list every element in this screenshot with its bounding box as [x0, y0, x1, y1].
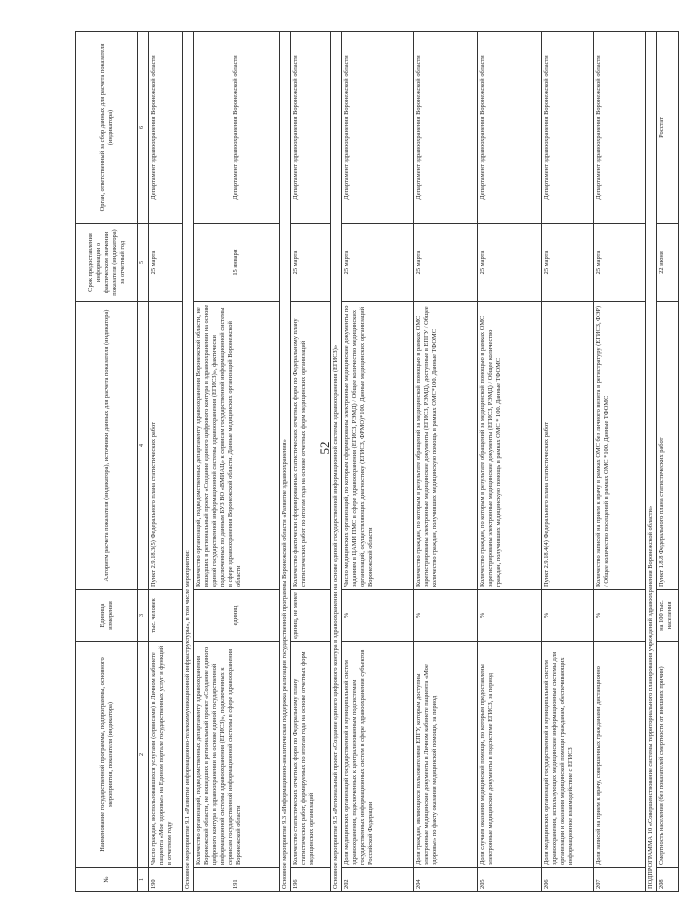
table-row [477, 32, 541, 892]
section-row [182, 32, 193, 892]
row-deadline: 15 января [193, 224, 279, 302]
row-responsible: Департамент здравоохранения Воронежской области [541, 32, 593, 224]
row-responsible: Департамент здравоохранения Воронежской области [193, 32, 279, 224]
row-unit: % [593, 590, 645, 642]
row-deadline: 25 марта [541, 224, 593, 302]
row-name: Смертность населения (без показателей смертности от внешних причин) [656, 642, 678, 868]
table-row [193, 32, 279, 892]
row-number: 190 [148, 868, 182, 892]
row-unit: единиц [193, 590, 279, 642]
row-unit: единиц, не менее [290, 590, 330, 642]
row-number: 205 [477, 868, 541, 892]
row-number: 206 [541, 868, 593, 892]
row-name: Доля медицинских организаций государственной и муниципальной систем здравоохранения, использующих медицинские информационные системы для организации и оказания медицинской помощи гражданам, обеспечивающих информационное взаимодействие с ЕГИСЗ [541, 642, 593, 868]
row-responsible: Росстат [656, 32, 678, 224]
row-name: Доля записей на прием к врачу, совершенных гражданами дистанционно [593, 642, 645, 868]
rotated-table-container [75, 32, 673, 892]
row-responsible: Департамент здравоохранения Воронежской области [413, 32, 477, 224]
row-name: Доля медицинских организаций государственной и муниципальной систем здравоохранения, подключенных к централизованным подсистемам государственных информационных систем в сфере здравоохранения субъектов Российской Федерации [341, 642, 413, 868]
table-row [290, 32, 330, 892]
header-algorithm: Алгоритм расчета показателя (индикатора), источники данных для расчета показателя (индикатора) [76, 302, 138, 590]
row-number: 207 [593, 868, 645, 892]
section-title: ПОДПРОГРАММА 10 «Совершенствование системы территориального планирования учреждений здравоохранения Воронежской области» [645, 32, 656, 892]
row-responsible: Департамент здравоохранения Воронежской области [148, 32, 182, 224]
row-number: 196 [290, 868, 330, 892]
row-algorithm: Количество граждан, по которым в результате обращений за медицинской помощью в рамках ОМС зарегистрированы электронные медицинские документы (ЕГИСЗ, РЭМД), доступные в ЕПГУ / Общее количество граждан, получивших медицинскую помощь в рамках ОМС*100. Данные ТФОМС [413, 302, 477, 590]
row-unit: % [413, 590, 477, 642]
col-number: 5 [138, 224, 149, 302]
table-row [593, 32, 645, 892]
row-responsible: Департамент здравоохранения Воронежской области [290, 32, 330, 224]
row-number: 202 [341, 868, 413, 892]
header-deadline: Срок предоставления информации о фактическом значении показателя (индикатора) за отчетный год [76, 224, 138, 302]
row-unit: тыс. человек [148, 590, 182, 642]
row-number: 204 [413, 868, 477, 892]
row-algorithm: Пункт 1.8.8 Федерального плана статистических работ [656, 302, 678, 590]
table-header-row [76, 32, 138, 892]
row-deadline: 25 марта [477, 224, 541, 302]
table-row [413, 32, 477, 892]
row-algorithm: Пункт 2.9.18.3(5) Федерального плана статистических работ [148, 302, 182, 590]
section-title: Основное мероприятие 9.1 «Развитие информационно-телекоммуникационной инфраструктуры», в том числе мероприятия: [182, 32, 193, 892]
row-deadline: 25 марта [413, 224, 477, 302]
header-responsible: Орган, ответственный за сбор данных для расчета показателя (индикатора) [76, 32, 138, 224]
section-title: Основное мероприятие 9.3 «Информационно-аналитическая поддержка реализации государственной программы Воронежской области «Развитие здравоохранения» [279, 32, 290, 892]
section-row [330, 32, 341, 892]
section-row [279, 32, 290, 892]
row-algorithm: Пункт 2.9.18.4(4) Федерального плана статистических работ [541, 302, 593, 590]
row-name: Доля случаев оказания медицинской помощи, по которым предоставлены электронные медицинские документы в подсистеме ЕГИСЗ, за период [477, 642, 541, 868]
row-deadline: 22 июня [656, 224, 678, 302]
table-row [148, 32, 182, 892]
indicators-table [75, 31, 679, 892]
row-unit: на 100 тыс. населения [656, 590, 678, 642]
row-algorithm: Количество фактически сформированных статистических отчетных форм по Федеральному плану статистических работ по итогам года на основе отчетных форм медицинских организаций [290, 302, 330, 590]
table-row [656, 32, 678, 892]
header-number: № [76, 868, 138, 892]
row-number: 191 [193, 868, 279, 892]
row-number: 208 [656, 868, 678, 892]
row-responsible: Департамент здравоохранения Воронежской области [477, 32, 541, 224]
table-row [541, 32, 593, 892]
row-algorithm: Количество граждан, по которым в результате обращений за медицинской помощью в рамках ОМС зарегистрированы электронные медицинские документы (ЕГИСЗ, РЭМД) / Общее количество граждан, получивших медицинскую помощь в рамках ОМС * 100. Данные ТФОМС [477, 302, 541, 590]
col-number: 2 [138, 642, 149, 868]
row-deadline: 25 марта [593, 224, 645, 302]
row-deadline: 25 марта [341, 224, 413, 302]
row-deadline: 25 марта [148, 224, 182, 302]
col-number: 4 [138, 302, 149, 590]
col-number: 6 [138, 32, 149, 224]
row-name: Количество статистических отчетных форм по Федеральному плану статистических работ, формируемых по итогам года на основе отчетных форм медицинских организаций [290, 642, 330, 868]
row-name: Доля граждан, являющихся пользователями ЕПГУ, которым доступны электронные медицинские документы в Личном кабинете пациента «Мое здоровье» по факту оказания медицинской помощи, за период [413, 642, 477, 868]
row-algorithm: Количество записей на прием к врачу в рамках ОМС без личного визита в регистратуру (ЕГИСЗ, ФЭР) / Общее количество посещений в рамках ОМС *100. Данные ТФОМС [593, 302, 645, 590]
row-unit: % [477, 590, 541, 642]
row-deadline: 25 марта [290, 224, 330, 302]
section-title: Основное мероприятие 9.5 «Региональный проект «Создание единого цифрового контура в здравоохранении на основе единой государственной информационной системы здравоохранения (ЕГИСЗ)» [330, 32, 341, 892]
row-responsible: Департамент здравоохранения Воронежской области [593, 32, 645, 224]
row-name: Количество организаций, подведомственных департаменту здравоохранения Воронежской области, не вошедших в региональный проект «Создание единого цифрового контура в здравоохранении на основе единой государственной информационной системы здравоохранения (ЕГИСЗ)», подключенных к сервисам государственной информационной системы в сфере здравоохранения Воронежской области [193, 642, 279, 868]
row-name: Число граждан, воспользовавшихся услугами (сервисами) в Личном кабинете пациента «Мое здоровье» на Едином портале государственных услуг и функций в отчетном году [148, 642, 182, 868]
section-row [645, 32, 656, 892]
header-unit: Единица измерения [76, 590, 138, 642]
page-number: 52 [317, 441, 332, 455]
column-numbers-row [138, 32, 149, 892]
row-unit: % [541, 590, 593, 642]
row-algorithm: Количество организаций, подведомственных департаменту здравоохранения Воронежской области, не вошедших в региональный проект «Создание единого цифрового контура в здравоохранении на основе единой государственной информационной системы здравоохранения (ЕГИСЗ)», фактически подключенных по данным БУЗ ВО «ВМИАЦ» к сервисам государственной информационной системы в сфере здравоохранения Воронежской области. Данные медицинских организаций Воронежской области [193, 302, 279, 590]
row-algorithm: Число медицинских организаций, по которым сформированы электронные медицинские документы по заданиям в ЦАМИ ПМС в сфере здравоохранения (ЕГИСЗ, РЭМД) / Общее количество медицинских организаций, осуществляющих диагностику (ЕГИСЗ, ФРМО)*100. Данные медицинских организаций Воронежской области [341, 302, 413, 590]
header-name: Наименование государственной программы, подпрограммы, основного мероприятия, показателя (индикатора) [76, 642, 138, 868]
row-unit: % [341, 590, 413, 642]
row-responsible: Департамент здравоохранения Воронежской области [341, 32, 413, 224]
col-number: 1 [138, 868, 149, 892]
col-number: 3 [138, 590, 149, 642]
table-row [341, 32, 413, 892]
